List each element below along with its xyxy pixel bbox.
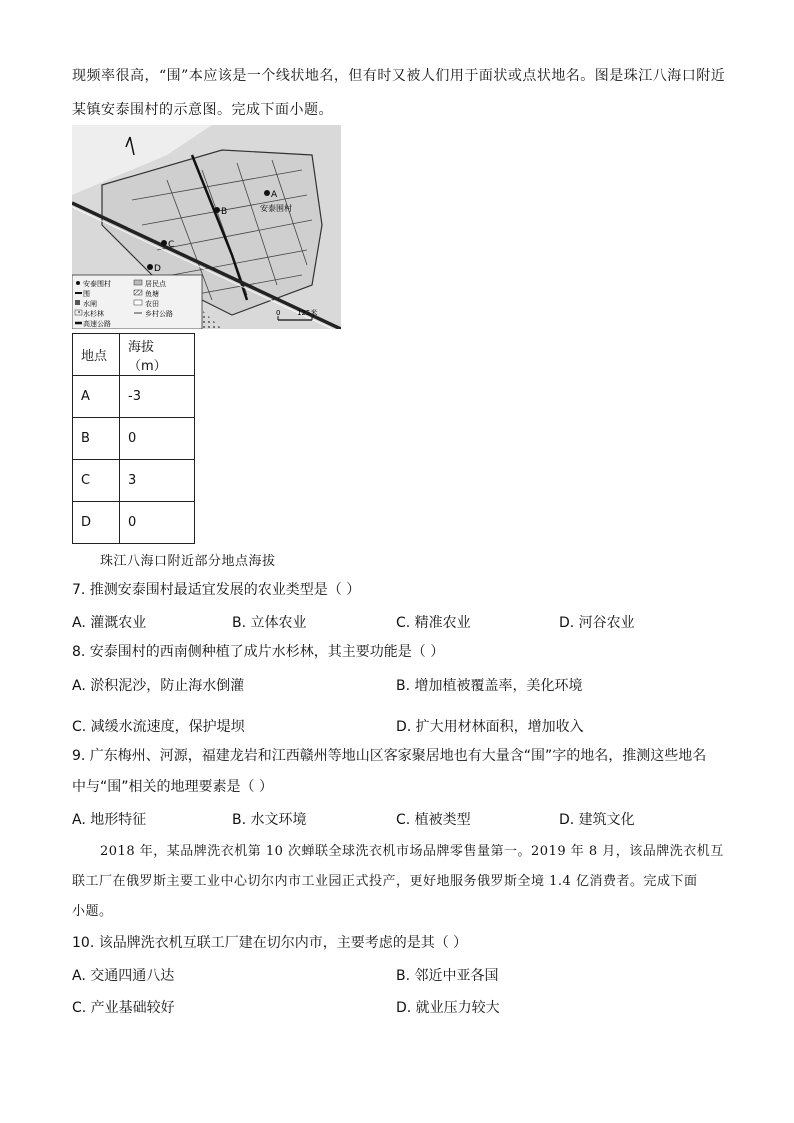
table-cell: D <box>73 502 120 544</box>
legend-fishpond: 鱼塘 <box>145 290 159 298</box>
table-row <box>73 418 195 460</box>
table-caption: 珠江八海口附近部分地点海拔 <box>100 554 276 569</box>
point-a-label: A <box>271 190 278 200</box>
table-cell: -3 <box>120 376 195 418</box>
question-7-option-b[interactable]: B. 立体农业 <box>232 615 307 631</box>
altitude-table <box>72 333 195 544</box>
point-c-label: C <box>168 240 175 250</box>
point-c-marker <box>161 240 167 246</box>
legend-expressway: 高速公路 <box>83 320 111 328</box>
point-b-marker <box>214 207 220 213</box>
question-9-stem-line-1: 9. 广东梅州、河源，福建龙岩和江西赣州等地山区客家聚居地也有大量含“围”字的地名，推测这些地名 <box>72 748 707 764</box>
village-name-label: 安泰围村 <box>260 204 292 213</box>
question-9-option-a[interactable]: A. 地形特征 <box>72 812 147 828</box>
table-cell: 3 <box>120 460 195 502</box>
question-10-stem: 10. 该品牌洗衣机互联工厂建在切尔内市，主要考虑的是其（ ） <box>72 935 468 951</box>
scale-zero: 0 <box>276 309 281 317</box>
table-cell: A <box>73 376 120 418</box>
question-10-option-d[interactable]: D. 就业压力较大 <box>396 1000 500 1016</box>
table-header-cell: 海拔（m） <box>120 334 195 376</box>
question-9-option-b[interactable]: B. 水文环境 <box>232 812 307 828</box>
table-row <box>73 376 195 418</box>
legend-settlement: 居民点 <box>145 280 166 288</box>
passage-2-line-2: 联工厂在俄罗斯主要工业中心切尔内市工业园正式投产，更好地服务俄罗斯全境 1.4 亿消费者。完成下面 <box>72 874 698 889</box>
question-7-stem: 7. 推测安泰围村最适宜发展的农业类型是（ ） <box>72 582 361 598</box>
passage-2-line-1: 2018 年，某品牌洗衣机第 10 次蝉联全球洗衣机市场品牌零售量第一。2019 年 8 月，该品牌洗衣机互 <box>100 844 724 859</box>
question-8-stem: 8. 安泰围村的西南侧种植了成片水杉林，其主要功能是（ ） <box>72 644 445 660</box>
question-7-option-c[interactable]: C. 精准农业 <box>396 615 471 631</box>
point-a-marker <box>264 190 270 196</box>
table-row <box>73 460 195 502</box>
point-b-label: B <box>221 207 228 217</box>
question-10-option-a[interactable]: A. 交通四通八达 <box>72 968 175 984</box>
question-8-option-c[interactable]: C. 减缓水流速度，保护堤坝 <box>72 719 245 735</box>
legend-village: 安泰围村 <box>83 280 111 288</box>
question-8-option-a[interactable]: A. 淤积泥沙，防止海水倒灌 <box>72 678 245 694</box>
question-9-option-c[interactable]: C. 植被类型 <box>396 812 471 828</box>
scale-value: 125米 <box>297 309 318 317</box>
legend-metasequoia: 水杉林 <box>83 310 104 318</box>
village-map-figure <box>72 125 341 329</box>
table-cell: 0 <box>120 502 195 544</box>
question-7-option-d[interactable]: D. 河谷农业 <box>559 615 635 631</box>
table-cell: 0 <box>120 418 195 460</box>
legend-wei: 围 <box>83 290 90 298</box>
intro-line-2: 某镇安泰围村的示意图。完成下面小题。 <box>72 102 333 118</box>
table-row <box>73 502 195 544</box>
passage-2-line-3: 小题。 <box>72 904 113 919</box>
legend-rural-road: 乡村公路 <box>145 310 173 318</box>
question-9-stem-line-2: 中与“围”相关的地理要素是（ ） <box>72 779 273 795</box>
legend-farmland: 农田 <box>145 300 159 308</box>
table-cell: C <box>73 460 120 502</box>
question-10-option-c[interactable]: C. 产业基础较好 <box>72 1000 175 1016</box>
point-d-marker <box>147 264 153 270</box>
table-cell: B <box>73 418 120 460</box>
table-header-cell: 地点 <box>73 334 120 376</box>
question-8-option-d[interactable]: D. 扩大用材林面积，增加收入 <box>396 719 584 735</box>
legend-sluice: 水闸 <box>83 300 97 308</box>
table-header-row <box>73 334 195 376</box>
intro-line-1: 现频率很高，“围”本应该是一个线状地名，但有时又被人们用于面状或点状地名。图是珠江八海口附近 <box>72 68 726 84</box>
question-9-option-d[interactable]: D. 建筑文化 <box>559 812 635 828</box>
point-d-label: D <box>154 264 161 274</box>
question-8-option-b[interactable]: B. 增加植被覆盖率，美化环境 <box>396 678 583 694</box>
question-10-option-b[interactable]: B. 邻近中亚各国 <box>396 968 499 984</box>
question-7-option-a[interactable]: A. 灌溉农业 <box>72 615 147 631</box>
